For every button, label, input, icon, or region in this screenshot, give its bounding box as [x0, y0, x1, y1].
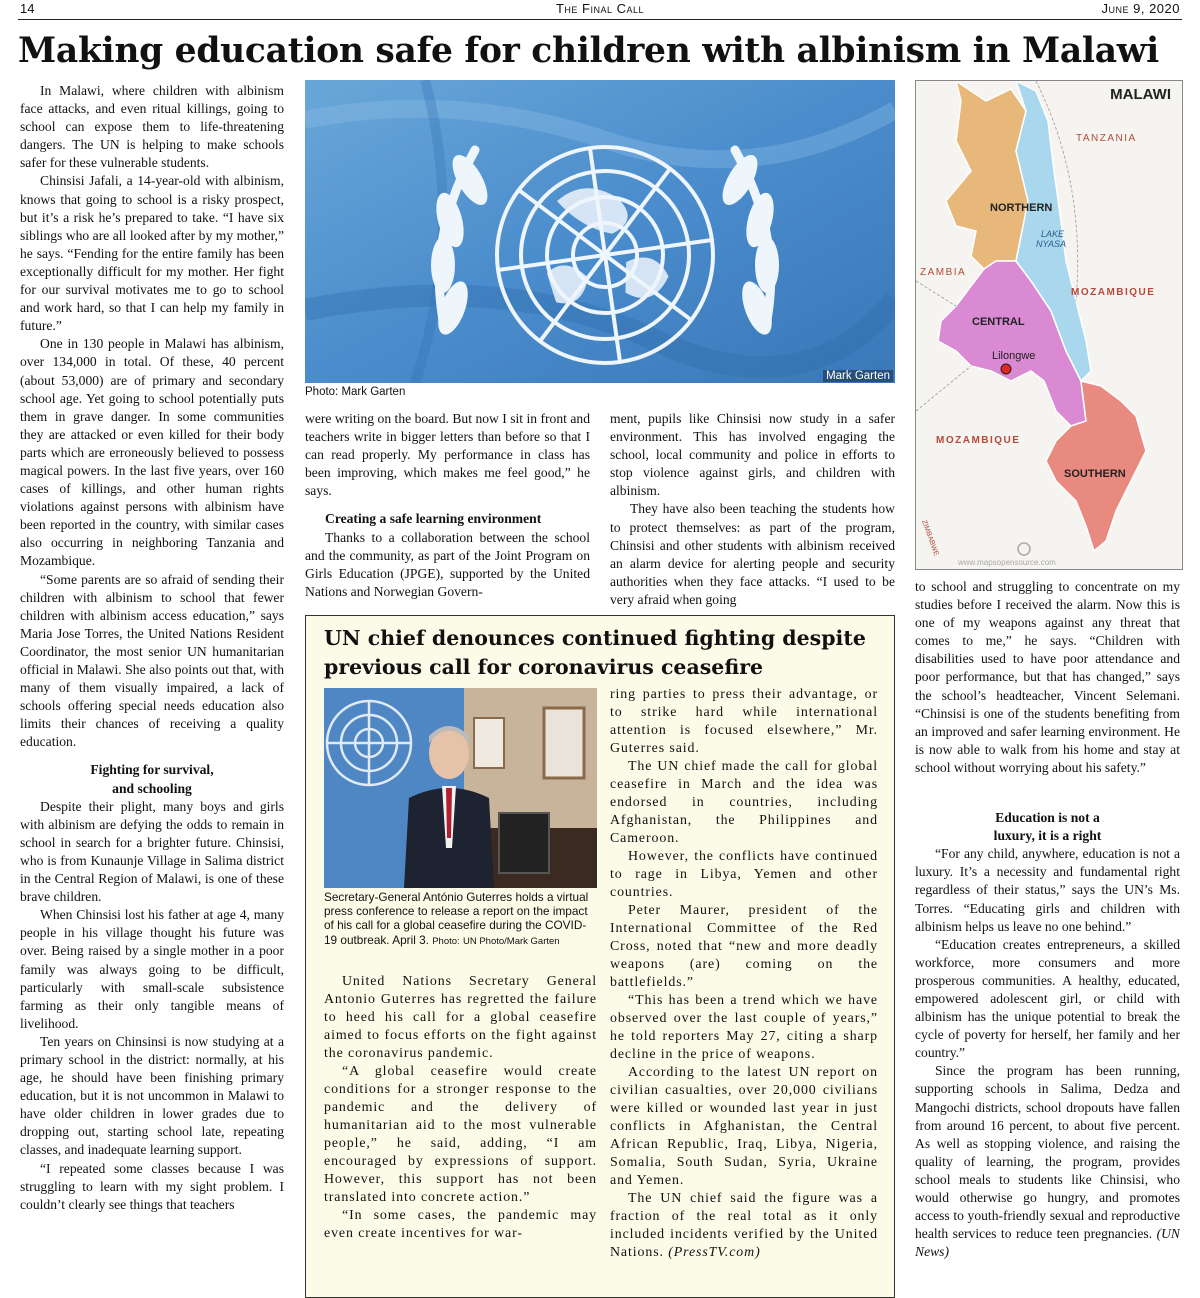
map-label-central: CENTRAL: [972, 316, 1025, 328]
map-label-lilongwe: Lilongwe: [992, 350, 1036, 362]
paragraph: One in 130 people in Malawi has albinism, over 134,000 in total. Of these, 40 percent (about 53,000) are of primary and secondary school age. Yet going to school potentially puts them in grave danger. In some communities they are attacked or even killed for their body parts which are erroneously believed to possess magical powers. In the last five years, over 160 cases of killings, and other human rights violations against persons with albinism have been reported in the country, with similar cases also occurring in neighboring Tanzania and Mozambique.: [20, 336, 284, 569]
paragraph: They have also been teaching the students how to protect themselves: as part of the program, Chinsisi and other students with albinism received an alarm device for alerting people and security authorities when they face attacks. “I used to be very afraid when going: [610, 501, 895, 607]
un-emblem-icon: [305, 80, 895, 383]
un-flag-photo: [305, 80, 895, 383]
paragraph: When Chinsisi lost his father at age 4, many people in his village thought his future was over. Being raised by a single mother in a poor family was always going to be difficult, particularly with small-scale subsistence farming as their only tangible means of livelihood.: [20, 907, 284, 1031]
map-label-zimbabwe: ZIMBABWE: [920, 519, 940, 557]
subheading-education: Education is not a luxury, it is a right: [993, 810, 1102, 844]
map-label-tanzania: TANZANIA: [1076, 133, 1137, 144]
page-header: [18, 0, 1182, 20]
paragraph: “I repeated some classes because I was struggling to learn with my sight problem. I couldn’t clearly see things that teachers: [20, 1160, 284, 1212]
sidebar-headline: UN chief denounces continued fighting despite previous call for coronavirus ceasefire: [324, 626, 866, 679]
map-title: MALAWI: [1110, 86, 1171, 103]
paragraph: ring parties to press their advantage, or to strike hard while international attention is focused elsewhere,” Mr. Guterres said.: [610, 687, 878, 756]
map-label-mozambique-west: MOZAMBIQUE: [936, 435, 1021, 446]
photo-credit-overlay: Mark Garten: [823, 370, 893, 382]
map-label-nyasa: NYASA: [1036, 239, 1067, 249]
article-column-1: [20, 82, 284, 1288]
map-label-southern: SOUTHERN: [1064, 468, 1126, 480]
source-credit: (PressTV.com): [668, 1245, 761, 1260]
paragraph: Chinsisi Jafali, a 14-year-old with albinism, knows that going to school is a risky prospect, but it’s a risk he’s prepared to take. “I have six siblings who are all looked after by my mother,” he says. “Fending for the entire family has been exceptionally difficult for my mother. Her fight for our survival motivates me to go to school and work hard, so that I can help my family in future.”: [20, 173, 284, 334]
paragraph: According to the latest UN report on civilian casualties, over 20,000 civilians were killed or wounded last year in just conflicts in Afghanistan, the Central African Republic, Iraq, Libya, Nigeria, Somalia, South Sudan, Syria, Ukraine and Yemen.: [610, 1065, 878, 1188]
page-number: 14: [20, 1, 35, 16]
map-label-zambia: ZAMBIA: [920, 267, 967, 278]
article-headline: Making education safe for children with albinism in Malawi: [18, 31, 1159, 71]
article-column-4: [915, 578, 1180, 1293]
map-label-lake: LAKE: [1041, 229, 1065, 239]
paragraph: “A global ceasefire would create conditions for a stronger response to the pandemic and the delivery of humanitarian aid to the most vulnerable people,” he said, adding, “I am encouraged by expressions of support. However, this support has not been translated into concrete action.”: [324, 1064, 597, 1205]
map-label-northern: NORTHERN: [990, 202, 1053, 214]
paragraph: “Some parents are so afraid of sending their children with albinism to school that fewer children with albinism access education,” says Maria Jose Torres, the United Nations Resident Coordinator, the most senior UN humanitarian official in Malawi. She also points out that, with many of them visually impaired, a lack of schools offering special needs education also limits their chances of receiving a quality education.: [20, 571, 284, 750]
paragraph: “For any child, anywhere, education is not a luxury. It’s a necessity and fundamental right regardless of their status,” says the UN’s Ms. Torres. “Educating girls and children with albinism helps us leave no one behind.”: [915, 846, 1180, 934]
capital-marker-icon: [1001, 364, 1011, 374]
paragraph: to school and struggling to concentrate on my studies before I received the alarm. Now this is one of my weapons against any threat that comes to me,” he says. “Children with disabilities used to have poor attendance and poor performance, but that has changed,” says the school’s headteacher, Vincent Selemani. “Chinsisi is one of the students benefiting from an improved and safer learning environment. He is now able to walk from his home and stay at school without worrying about his safety.”: [915, 579, 1180, 775]
paragraph: In Malawi, where children with albinism face attacks, and even ritual killings, going to school can expose them to life-threatening dangers. The UN is helping to make schools safer for these vulnerable students.: [20, 83, 284, 171]
paragraph: United Nations Secretary General Antonio Guterres has regretted the failure to heed his call for a global ceasefire aimed to focus efforts on the fight against the coronavirus pandemic.: [324, 974, 597, 1061]
paragraph: Peter Maurer, president of the International Committee of the Red Cross, noted that “new and more deadly weapons (are) coming on the battlefields.”: [610, 903, 878, 990]
paragraph: “In some cases, the pandemic may even create incentives for war-: [324, 1208, 597, 1241]
sidebar-column-2: [610, 686, 878, 1286]
paragraph: The UN chief said the figure was a fraction of the real total as it only included incidents verified by the United Nations. (PressTV.com): [610, 1191, 878, 1260]
map-label-mozambique-east: MOZAMBIQUE: [1071, 287, 1156, 298]
un-emblem-icon: [327, 701, 411, 785]
newspaper-name: The Final Call: [555, 1, 645, 16]
photo-caption: Photo: Mark Garten: [305, 386, 406, 398]
sidebar-column-1: [324, 973, 597, 1285]
paragraph: Since the program has been running, supporting schools in Salima, Dedza and Mangochi districts, school dropouts have fallen from around 16 percent, to about five percent. As well as stopping violence, and raising the quality of learning, the program, provides school meals to students like Chinsisi, who would otherwise go hungry, and promotes access to youth-friendly sexual and reproductive health services to reduce teen pregnancies. (UN News): [915, 1063, 1180, 1260]
paragraph: Thanks to a collaboration between the school and the community, as part of the Joint Program on Girls Education (JPGE), supported by the United Nations and Norwegian Govern-: [305, 529, 590, 599]
issue-date: June 9, 2020: [1101, 1, 1180, 16]
paragraph: were writing on the board. But now I sit in front and teachers write in bigger letters than before so that I can read properly. My performance in class has been improving, which makes me feel good,” he says.: [305, 411, 590, 499]
sidebar-story: [305, 615, 895, 1298]
paragraph: Ten years on Chinsinsi is now studying at a primary school in the district: normally, at his age, he should have been finishing primary education, but it is not uncommon in Malawi to have older children in lower grades due to dropping out, starting school late, repeating classes, and inadequate learning support.: [20, 1033, 284, 1158]
paragraph: The UN chief made the call for global ceasefire in March and the idea was endorsed in countries, including Afghanistan, the Philippines and Cameroon.: [610, 759, 878, 846]
map-source: www.mapsopensource.com: [958, 558, 1056, 567]
sidebar-photo-caption: Secretary-General António Guterres holds a virtual press conference to release a report on the impact of his call for a global ceasefire during the COVID-19 outbreak. April 3. Photo: UN Photo/Mark Garten: [324, 890, 589, 947]
malawi-map: [915, 80, 1183, 570]
subheading-safe-learning: Creating a safe learning environment: [325, 511, 542, 527]
paragraph: “Education creates entrepreneurs, a skilled workforce, more consumers and more prosperous communities. A healthy, educated, empowered adolescent girl, or child with albinism has the unique potential to break the cycle of poverty for herself, her family and her country.”: [915, 936, 1180, 1061]
article-column-3: [610, 410, 895, 610]
subheading-fighting: Fighting for survival, and schooling: [90, 762, 214, 796]
paragraph: “This has been a trend which we have observed over the last couple of years,” he told reporters May 27, citing a sharp decline in the price of weapons.: [610, 993, 878, 1062]
article-column-2: [305, 410, 590, 610]
paragraph: However, the conflicts have continued to rage in Libya, Yemen and other countries.: [610, 849, 878, 900]
paragraph: ment, pupils like Chinsisi now study in a safer environment. This has involved engaging the school, local community and police in efforts to stop violence against girls, and children with albinism.: [610, 411, 895, 499]
paragraph: Despite their plight, many boys and girls with albinism are defying the odds to remain in school in search for a brighter future. Chinsisi, who is from Kunaunje Village in Salima district in the Central Region of Malawi, is one of these brave children.: [20, 798, 284, 905]
guterres-photo: [324, 688, 597, 888]
source-credit: (UN News): [915, 1226, 1180, 1260]
